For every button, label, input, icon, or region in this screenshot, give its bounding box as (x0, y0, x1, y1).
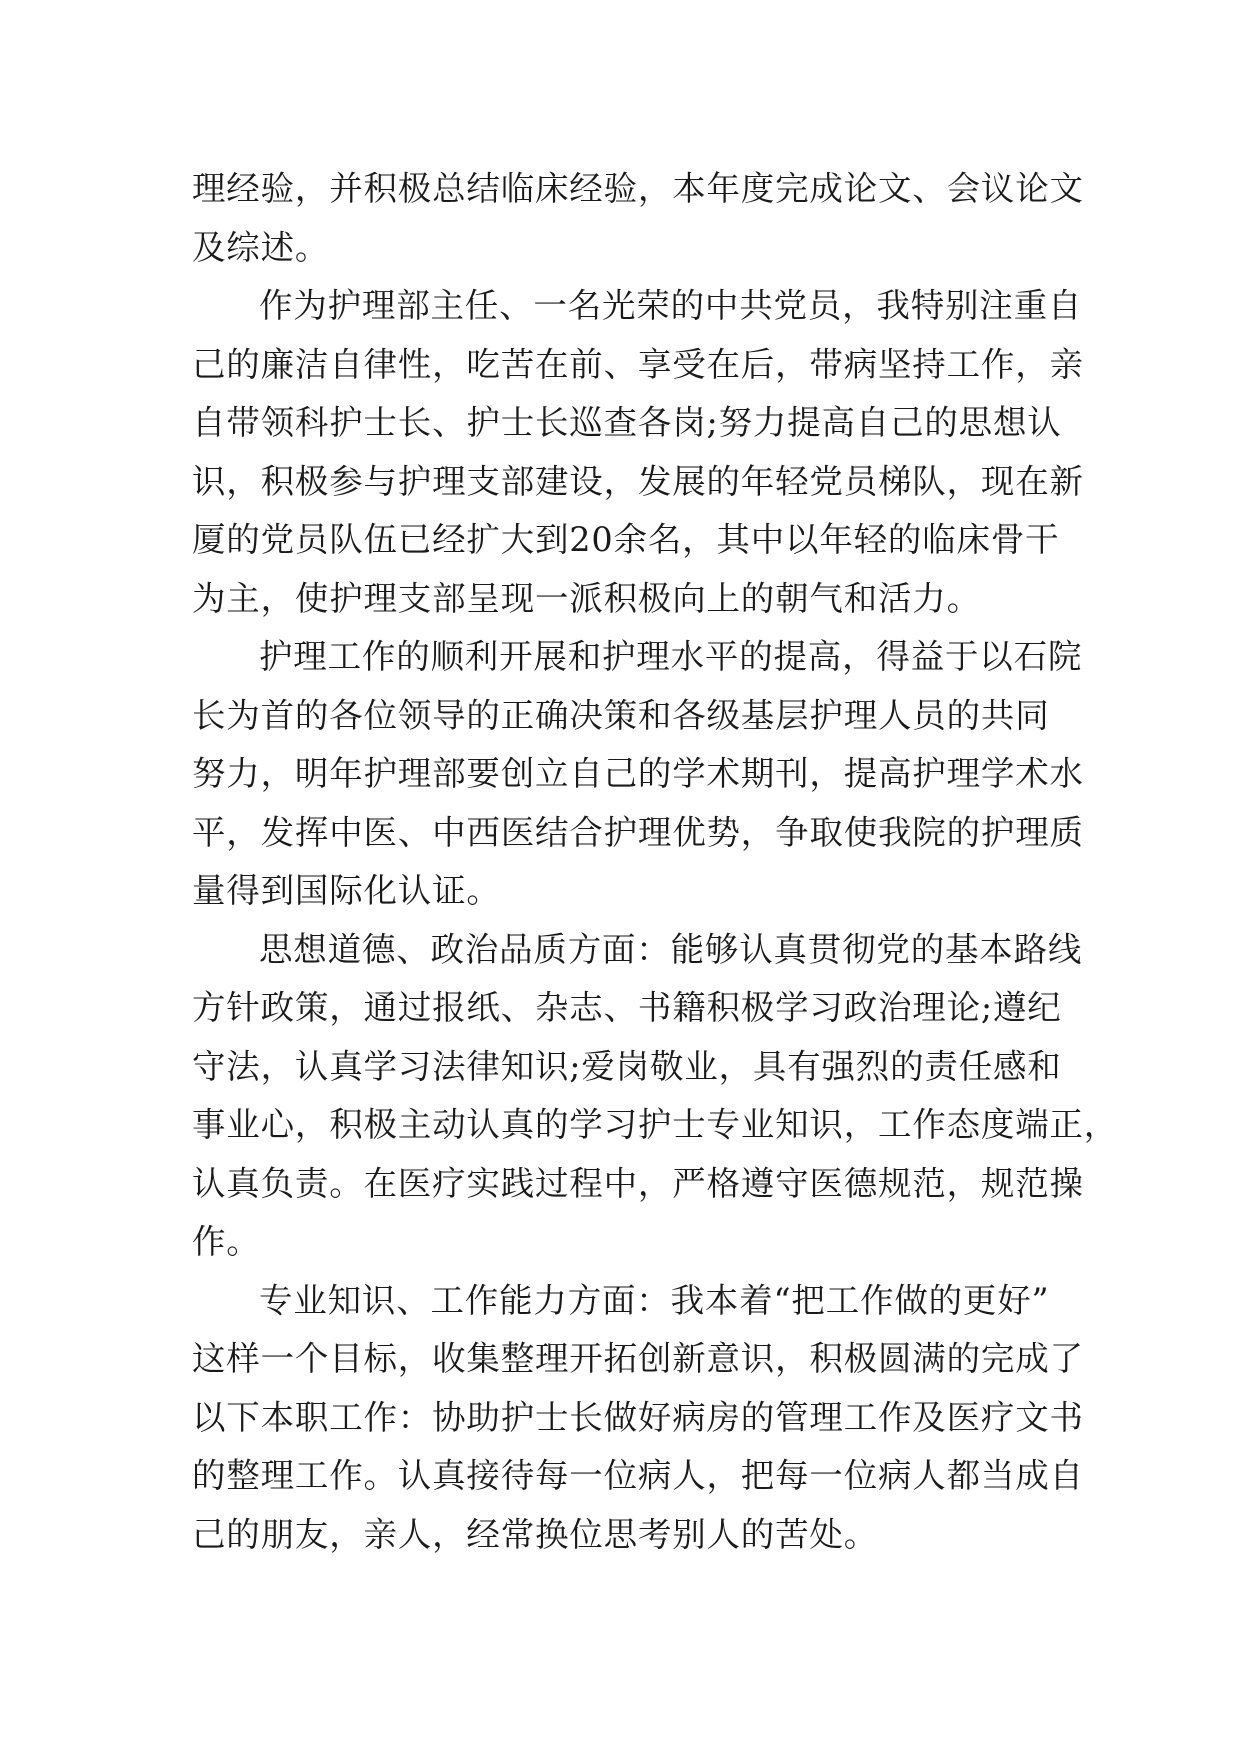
text-line: 事业心，积极主动认真的学习护士专业知识，工作态度端正， (192, 1105, 1119, 1144)
text-line: 自带领科护士长、护士长巡查各岗;努力提高自己的思想认 (192, 403, 1062, 442)
text-line: 识，积极参与护理支部建设，发展的年轻党员梯队，现在新 (192, 461, 1084, 501)
text-line: 护理工作的顺利开展和护理水平的提高，得益于以石院 (259, 637, 1083, 676)
text-line: 为主，使护理支部呈现一派积极向上的朝气和活力。 (192, 578, 981, 618)
text-line: 作。 (192, 1222, 261, 1261)
text-line: 的整理工作。认真接待每一位病人，把每一位病人都当成自 (192, 1456, 1084, 1495)
text-line: 方针政策，通过报纸、杂志、书籍积极学习政治理论;遵纪 (192, 988, 1062, 1027)
text-line: 守法，认真学习法律知识;爱岗敬业，具有强烈的责任感和 (192, 1046, 1062, 1086)
text-line: 这样一个目标，收集整理开拓创新意识，积极圆满的完成了 (192, 1339, 1084, 1378)
text-line: 及综述。 (192, 227, 330, 267)
text-line: 努力，明年护理部要创立自己的学术期刊，提高护理学术水 (192, 754, 1084, 793)
text-line: 量得到国际化认证。 (192, 871, 501, 910)
paragraph (192, 1272, 1084, 1565)
text-line: 己的朋友，亲人，经常换位思考别人的苦处。 (192, 1514, 878, 1554)
text-line: 以下本职工作：协助护士长做好病房的管理工作及医疗文书 (192, 1397, 1084, 1437)
paragraph (192, 628, 1084, 921)
text-line: 认真负责。在医疗实践过程中，严格遵守医德规范，规范操 (192, 1163, 1084, 1203)
paragraph (192, 921, 1119, 1272)
text-line: 作为护理部主任、一名光荣的中共党员，我特别注重自 (259, 286, 1083, 325)
text-line: 思想道德、政治品质方面：能够认真贯彻党的基本路线 (259, 929, 1083, 969)
paragraph (192, 160, 1084, 277)
text-line: 己的廉洁自律性，吃苦在前、享受在后，带病坚持工作，亲 (192, 344, 1084, 384)
text-line: 平，发挥中医、中西医结合护理优势，争取使我院的护理质 (192, 812, 1084, 852)
text-line: 专业知识、工作能力方面：我本着“把工作做的更好” (259, 1280, 1050, 1320)
text-line: 理经验，并积极总结临床经验，本年度完成论文、会议论文 (192, 169, 1084, 208)
paragraph (192, 277, 1084, 628)
text-line: 厦的党员队伍已经扩大到20余名，其中以年轻的临床骨干 (192, 520, 1060, 559)
text-line: 长为首的各位领导的正确决策和各级基层护理人员的共同 (192, 695, 1050, 735)
document-body (192, 160, 1119, 1564)
